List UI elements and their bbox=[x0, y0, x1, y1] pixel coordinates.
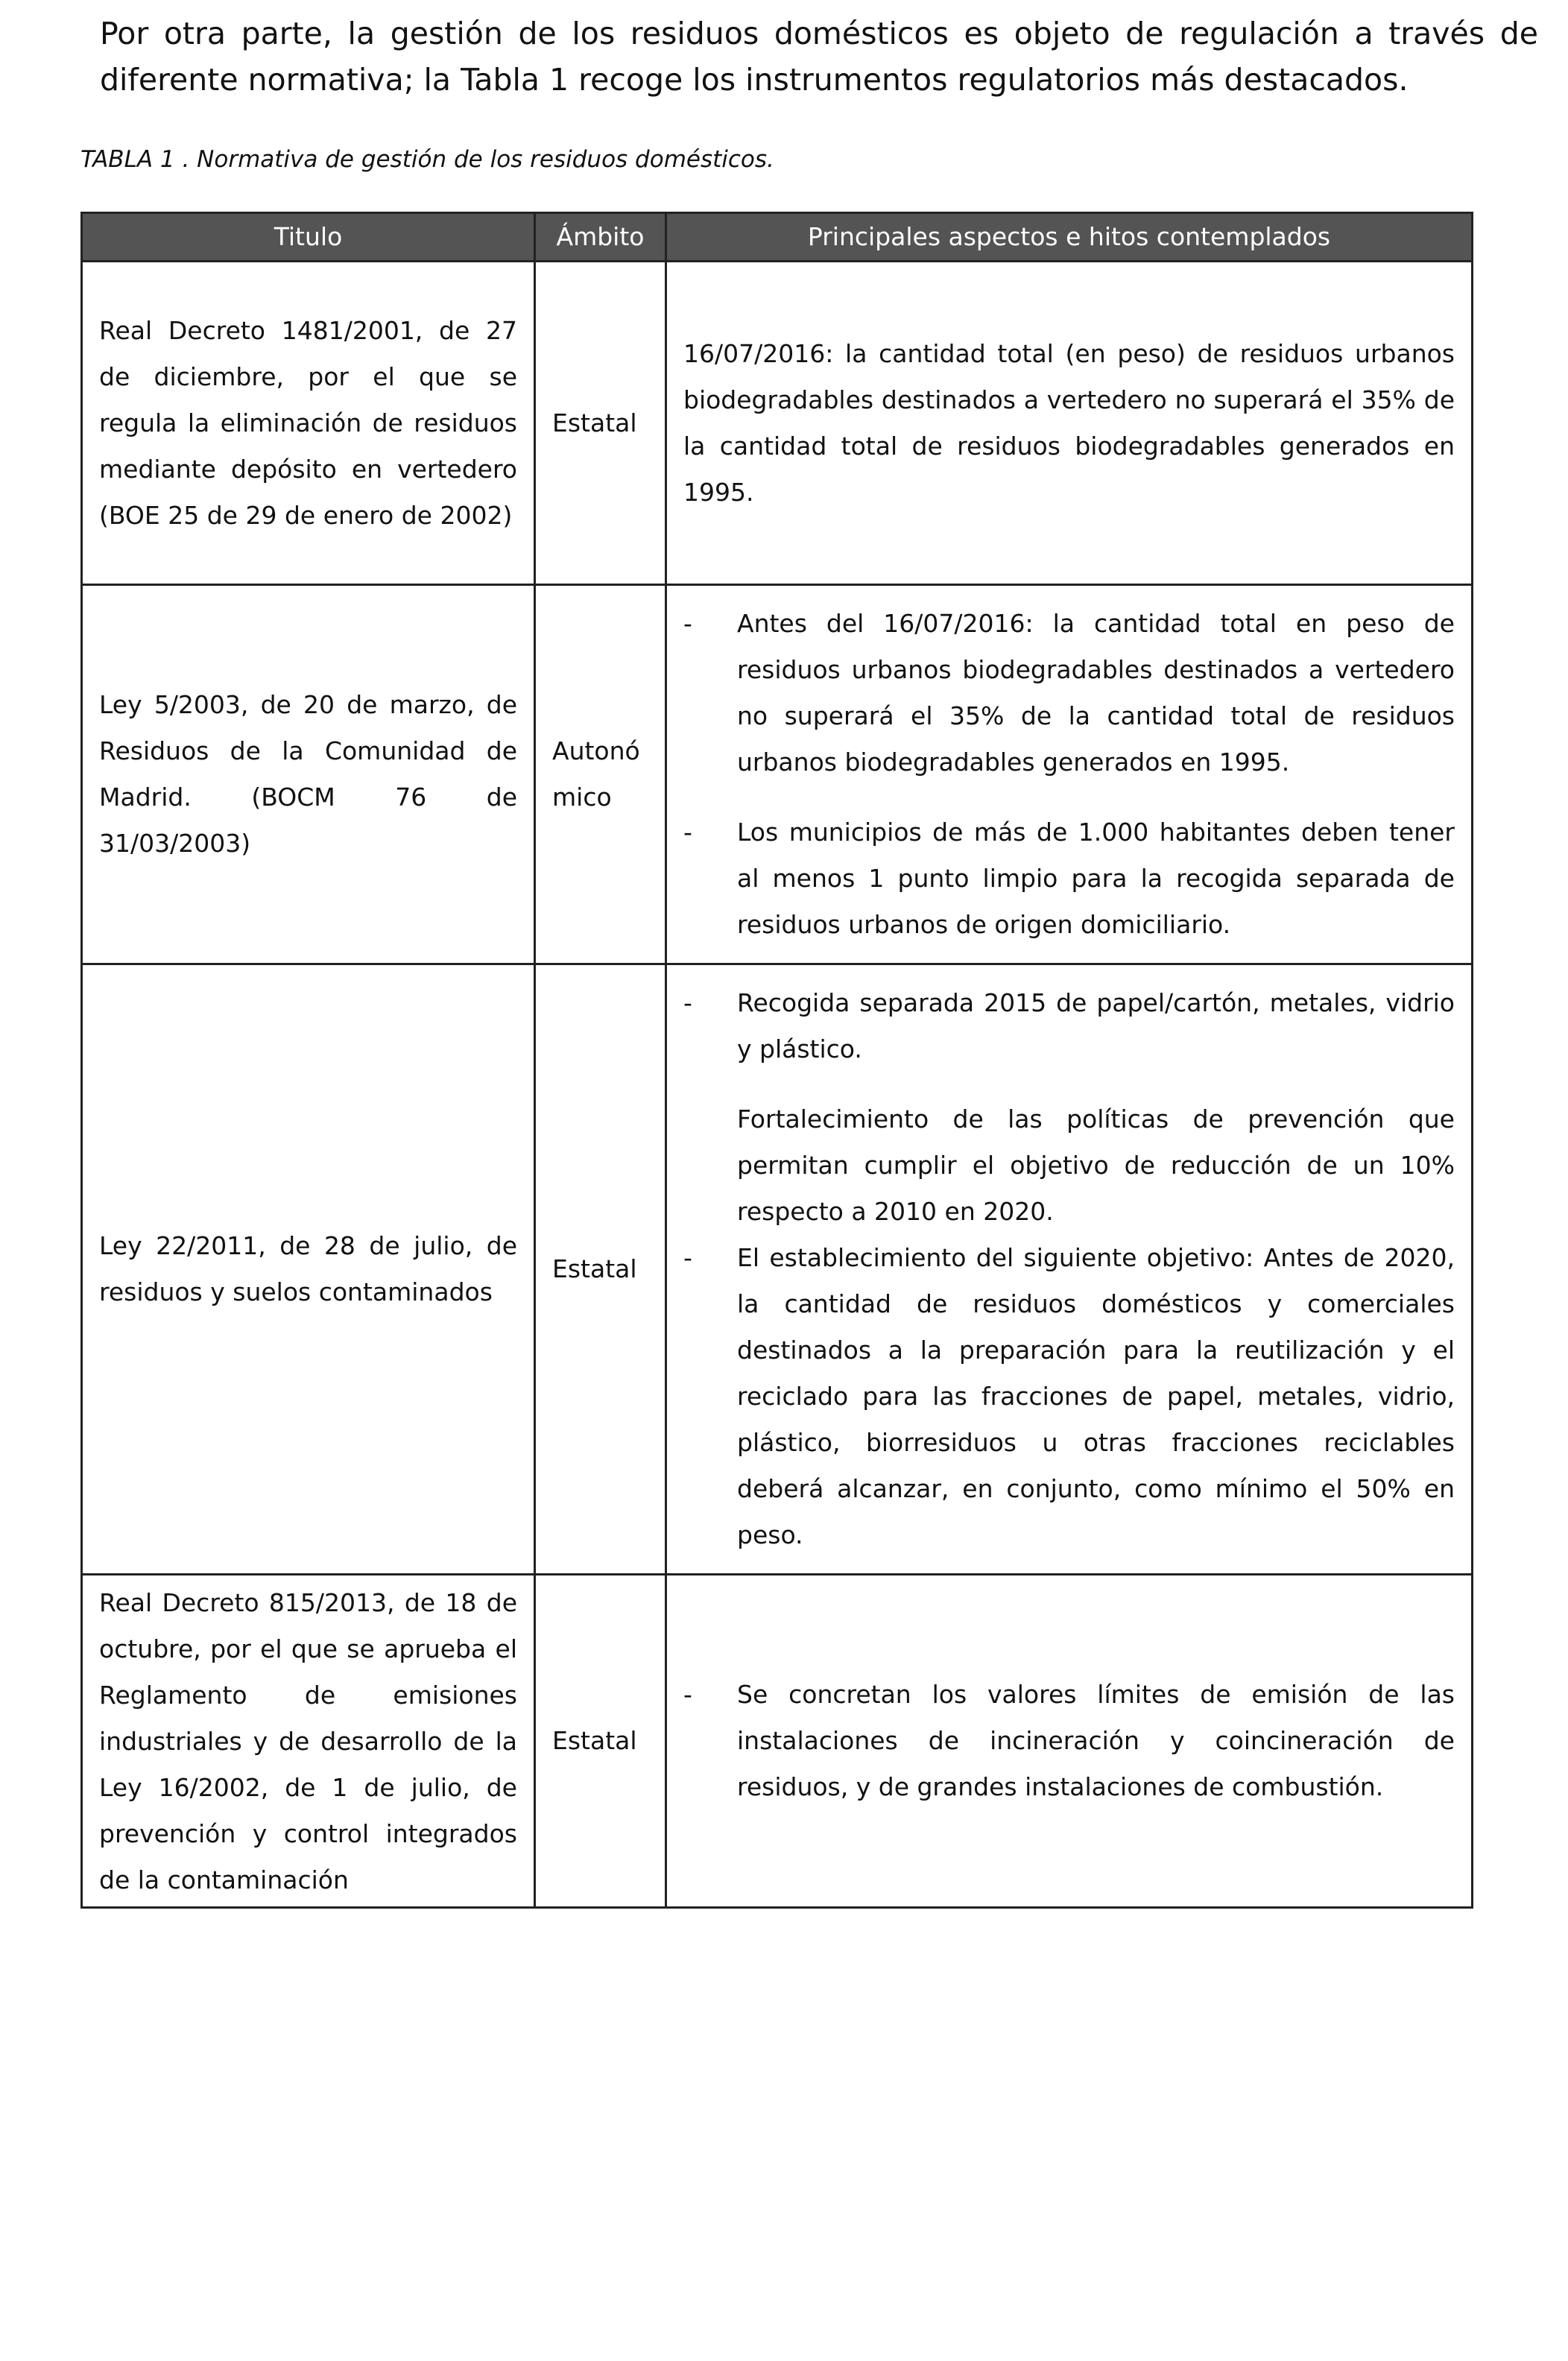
list-item bbox=[683, 809, 1455, 948]
table-caption: TABLA 1 . Normativa de gestión de los residuos domésticos. bbox=[80, 146, 774, 173]
table-row bbox=[82, 262, 1473, 585]
cell-titulo: Ley 22/2011, de 28 de julio, de residuos y suelos contaminados bbox=[82, 964, 535, 1575]
header-aspectos: Principales aspectos e hitos contemplados bbox=[666, 213, 1473, 262]
regulation-table bbox=[80, 212, 1473, 1909]
cell-ambito: Estatal bbox=[535, 1575, 666, 1908]
list-item bbox=[683, 601, 1455, 786]
cell-aspectos bbox=[666, 585, 1473, 964]
aspect-text: Recogida separada 2015 de papel/cartón, metales, vidrio y plástico. bbox=[737, 988, 1455, 1063]
list-item bbox=[683, 1235, 1455, 1558]
list-item bbox=[683, 1672, 1455, 1810]
bullet-dash: - bbox=[683, 988, 692, 1017]
cell-aspectos bbox=[666, 1575, 1473, 1908]
cell-ambito: Estatal bbox=[535, 262, 666, 585]
list-item bbox=[683, 1096, 1455, 1235]
table-row bbox=[82, 585, 1473, 964]
bullet-dash: - bbox=[683, 609, 692, 638]
cell-aspectos bbox=[666, 262, 1473, 585]
cell-ambito: Autonó mico bbox=[535, 585, 666, 964]
aspect-text: Los municipios de más de 1.000 habitantes deben tener al menos 1 punto limpio para la recogida separada de residuos urbanos de origen domiciliario. bbox=[737, 818, 1455, 939]
bullet-dash: - bbox=[683, 818, 692, 847]
bullet-dash: - bbox=[683, 1243, 692, 1272]
cell-ambito: Estatal bbox=[535, 964, 666, 1575]
cell-titulo: Ley 5/2003, de 20 de marzo, de Residuos de la Comunidad de Madrid. (BOCM 76 de 31/03/2003) bbox=[82, 585, 535, 964]
aspect-text: Se concretan los valores límites de emisión de las instalaciones de incineración y coincineración de residuos, y de grandes instalaciones de combustión. bbox=[737, 1680, 1455, 1801]
cell-aspectos bbox=[666, 964, 1473, 1575]
table-row bbox=[82, 1575, 1473, 1908]
aspect-text: El establecimiento del siguiente objetivo: Antes de 2020, la cantidad de residuos domésticos y comerciales destinados a la preparación para la reutilización y el reciclado para las fracciones de papel, metales, vidrio, plástico, biorresiduos u otras fracciones reciclables deberá alcanzar, en conjunto, como mínimo el 50% en peso. bbox=[737, 1243, 1455, 1549]
cell-titulo: Real Decreto 1481/2001, de 27 de diciembre, por el que se regula la eliminación de residuos mediante depósito en vertedero (BOE 25 de 29 de enero de 2002) bbox=[82, 262, 535, 585]
cell-titulo: Real Decreto 815/2013, de 18 de octubre, por el que se aprueba el Reglamento de emisiones industriales y de desarrollo de la Ley 16/2002, de 1 de julio, de prevención y control integrados de la contaminación bbox=[82, 1575, 535, 1908]
aspect-text: Antes del 16/07/2016: la cantidad total en peso de residuos urbanos biodegradables destinados a vertedero no superará el 35% de la cantidad total de residuos urbanos biodegradables generados en 1995. bbox=[737, 609, 1455, 777]
list-item bbox=[683, 980, 1455, 1072]
aspect-text: 16/07/2016: la cantidad total (en peso) de residuos urbanos biodegradables destinados a vertedero no superará el 35% de la cantidad total de residuos biodegradables generados en 1995. bbox=[683, 338, 1455, 507]
intro-paragraph: Por otra parte, la gestión de los residuos domésticos es objeto de regulación a través de diferente normativa; la Tabla 1 recoge los instrumentos regulatorios más destacados. bbox=[100, 16, 1538, 98]
bullet-dash: - bbox=[683, 1680, 692, 1709]
header-ambito: Ámbito bbox=[535, 213, 666, 262]
table-header-row bbox=[82, 213, 1473, 262]
aspect-text: Fortalecimiento de las políticas de prevención que permitan cumplir el objetivo de reducción de un 10% respecto a 2010 en 2020. bbox=[737, 1104, 1455, 1226]
header-titulo: Titulo bbox=[82, 213, 535, 262]
table-row bbox=[82, 964, 1473, 1575]
